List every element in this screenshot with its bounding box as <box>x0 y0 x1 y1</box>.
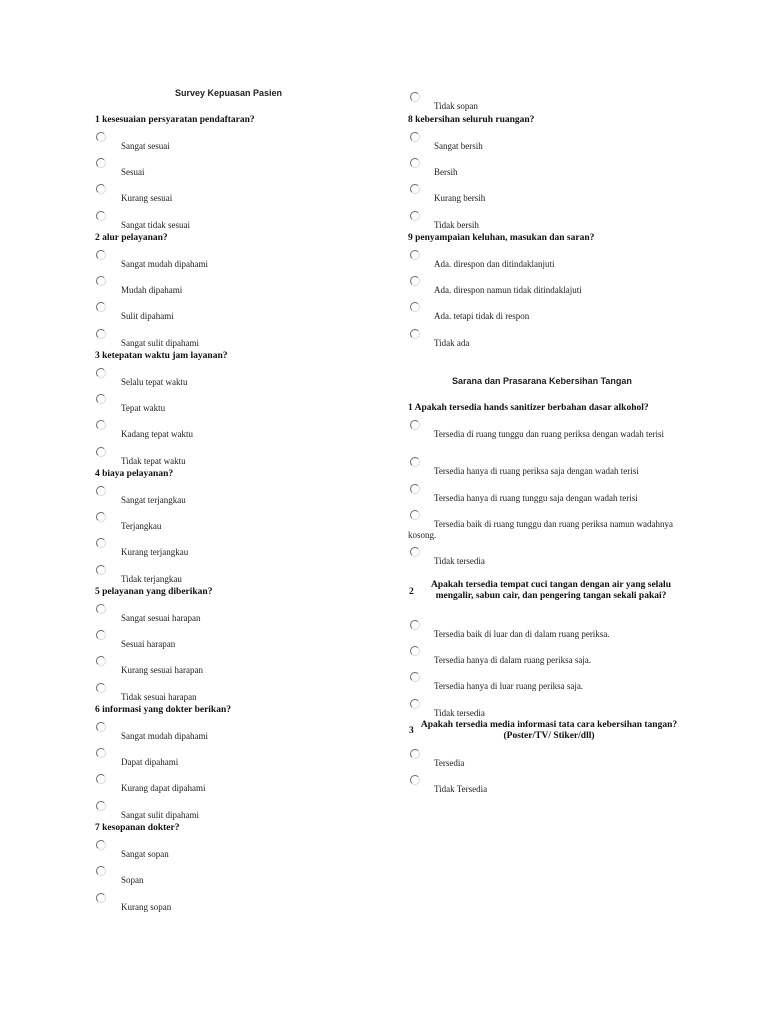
hand-question-3-number: 3 <box>409 726 414 736</box>
h1-option-1-label: Tersedia di ruang tunggu dan ruang periksa dengan wadah terisi <box>434 429 665 439</box>
q7-option-4-radio[interactable] <box>410 92 420 102</box>
q6-option-2-label: Dapat dipahami <box>121 757 179 767</box>
q6-option-4-label: Sangat sulit dipahami <box>121 810 199 820</box>
h1-option-2-label: Tersedia hanya di ruang periksa saja dengan wadah terisi <box>434 466 639 476</box>
q2-option-3-radio[interactable] <box>96 302 106 312</box>
h2-option-2-label: Tersedia hanya di dalam ruang periksa saja. <box>434 655 592 665</box>
q9-option-3-radio[interactable] <box>410 302 420 312</box>
h2-option-2-radio[interactable] <box>410 646 420 656</box>
q1-option-4-label: Sangat tidak sesuai <box>121 220 190 230</box>
h1-option-3-radio[interactable] <box>410 484 420 494</box>
q1-option-2-label: Sesuai <box>121 167 145 177</box>
question-3-label: 3 ketepatan waktu jam layanan? <box>95 351 228 361</box>
h3-option-1-label: Tersedia <box>434 758 465 768</box>
q9-option-1-label: Ada. direspon dan ditindaklanjuti <box>434 259 555 269</box>
h1-option-5-label: Tidak tersedia <box>434 556 485 566</box>
q2-option-1-radio[interactable] <box>96 250 106 260</box>
q8-option-2-radio[interactable] <box>410 158 420 168</box>
q1-option-3-radio[interactable] <box>96 184 106 194</box>
q6-option-1-label: Sangat mudah dipahami <box>121 731 208 741</box>
question-2-label: 2 alur pelayanan? <box>95 233 168 243</box>
q4-option-3-radio[interactable] <box>96 538 106 548</box>
q9-option-2-label: Ada. direspon namun tidak ditindaklajuti <box>434 285 582 295</box>
q5-option-1-label: Sangat sesuai harapan <box>121 613 201 623</box>
q7-option-1-label: Sangat sopan <box>121 849 169 859</box>
h2-option-3-label: Tersedia hanya di luar ruang periksa saja. <box>434 681 584 691</box>
q1-option-1-radio[interactable] <box>96 132 106 142</box>
q5-option-2-label: Sesuai harapan <box>121 639 176 649</box>
h2-option-1-radio[interactable] <box>410 620 420 630</box>
q9-option-2-radio[interactable] <box>410 276 420 286</box>
q1-option-4-radio[interactable] <box>96 211 106 221</box>
q5-option-4-label: Tidak sesuai harapan <box>121 692 197 702</box>
h2-option-1-label: Tersedia baik di luar dan di dalam ruang periksa. <box>434 629 610 639</box>
hand-question-2-label: Apakah tersedia tempat cuci tangan dengan air yang selalu mengalir, sabun cair, dan pengering tangan sekali pakai? <box>431 580 671 601</box>
q6-option-3-label: Kurang dapat dipahami <box>121 783 206 793</box>
q7-option-2-label: Sopan <box>121 875 144 885</box>
q5-option-3-radio[interactable] <box>96 656 106 666</box>
question-9-label: 9 penyampaian keluhan, masukan dan saran? <box>408 233 595 243</box>
q3-option-4-radio[interactable] <box>96 447 106 457</box>
hand-question-2-number: 2 <box>409 587 414 597</box>
q4-option-3-label: Kurang terjangkau <box>121 547 189 557</box>
h1-option-5-radio[interactable] <box>410 547 420 557</box>
q5-option-4-radio[interactable] <box>96 683 106 693</box>
q4-option-4-radio[interactable] <box>96 565 106 575</box>
q6-option-2-radio[interactable] <box>96 748 106 758</box>
h1-option-4-label: Tersedia baik di ruang tunggu dan ruang periksa namun wadahnya kosong. <box>408 519 674 540</box>
h3-option-1-radio[interactable] <box>410 749 420 759</box>
h2-option-4-radio[interactable] <box>410 699 420 709</box>
q1-option-1-label: Sangat sesuai <box>121 141 170 151</box>
h1-option-3-label: Tersedia hanya di ruang tunggu saja dengan wadah terisi <box>434 493 638 503</box>
q8-option-2-label: Bersih <box>434 167 458 177</box>
q8-option-1-label: Sangat bersih <box>434 141 483 151</box>
q3-option-4-label: Tidak tepat waktu <box>121 456 186 466</box>
left-title: Survey Kepuasan Pasien <box>175 88 283 98</box>
q6-option-3-radio[interactable] <box>96 774 106 784</box>
q3-option-2-radio[interactable] <box>96 394 106 404</box>
q3-option-2-label: Tepat waktu <box>121 403 166 413</box>
q9-option-3-label: Ada. tetapi tidak di respon <box>434 311 530 321</box>
question-5-label: 5 pelayanan yang diberikan? <box>95 587 213 597</box>
q6-option-1-radio[interactable] <box>96 722 106 732</box>
q4-option-4-label: Tidak terjangkau <box>121 574 182 584</box>
q5-option-1-radio[interactable] <box>96 604 106 614</box>
question-8-label: 8 kebersihan seluruh ruangan? <box>408 115 535 125</box>
q4-option-1-label: Sangat terjangkau <box>121 495 186 505</box>
q7-option-3-radio[interactable] <box>96 893 106 903</box>
q1-option-3-label: Kurang sesuai <box>121 193 173 203</box>
q5-option-3-label: Kurang sesuai harapan <box>121 665 203 675</box>
hand-question-3-label: Apakah tersedia media informasi tata cara kebersihan tangan? (Poster/TV/ Stiker/dll) <box>420 720 678 741</box>
q3-option-1-radio[interactable] <box>96 368 106 378</box>
q9-option-1-radio[interactable] <box>410 250 420 260</box>
hand-question-1-label: 1 Apakah tersedia hands sanitizer berbahan dasar alkohol? <box>408 403 649 413</box>
q2-option-1-label: Sangat mudah dipahami <box>121 259 208 269</box>
h1-option-2-radio[interactable] <box>410 457 420 467</box>
q2-option-3-label: Sulit dipahami <box>121 311 174 321</box>
q2-option-2-radio[interactable] <box>96 276 106 286</box>
q4-option-1-radio[interactable] <box>96 486 106 496</box>
h3-option-2-label: Tidak Tersedia <box>434 784 488 794</box>
question-6-label: 6 informasi yang dokter berikan? <box>95 705 232 715</box>
q1-option-2-radio[interactable] <box>96 158 106 168</box>
q4-option-2-label: Terjangkau <box>121 521 162 531</box>
q3-option-1-label: Selalu tepat waktu <box>121 377 188 387</box>
h3-option-2-radio[interactable] <box>410 775 420 785</box>
q2-option-2-label: Mudah dipahami <box>121 285 183 295</box>
q2-option-4-label: Sangat sulit dipahami <box>121 338 199 348</box>
q7-option-3-label: Kurang sopan <box>121 902 172 912</box>
q6-option-4-radio[interactable] <box>96 801 106 811</box>
q3-option-3-label: Kadang tepat waktu <box>121 429 193 439</box>
q9-option-4-label: Tidak ada <box>434 338 470 348</box>
q8-option-3-label: Kurang bersih <box>434 193 486 203</box>
q8-option-1-radio[interactable] <box>410 132 420 142</box>
right-title: Sarana dan Prasarana Kebersihan Tangan <box>452 376 632 386</box>
q2-option-4-radio[interactable] <box>96 329 106 339</box>
q4-option-2-radio[interactable] <box>96 512 106 522</box>
q7-option-4-label: Tidak sopan <box>434 101 478 111</box>
q8-option-3-radio[interactable] <box>410 184 420 194</box>
h2-option-3-radio[interactable] <box>410 672 420 682</box>
question-1-label: 1 kesesuaian persyaratan pendaftaran? <box>95 115 255 125</box>
q9-option-4-radio[interactable] <box>410 329 420 339</box>
q7-option-1-radio[interactable] <box>96 840 106 850</box>
h2-option-4-label: Tidak tersedia <box>434 708 485 718</box>
q3-option-3-radio[interactable] <box>96 420 106 430</box>
question-7-label: 7 kesopanan dokter? <box>95 823 180 833</box>
q8-option-4-radio[interactable] <box>410 211 420 221</box>
q7-option-2-radio[interactable] <box>96 866 106 876</box>
question-4-label: 4 biaya pelayanan? <box>95 469 174 479</box>
q5-option-2-radio[interactable] <box>96 630 106 640</box>
q8-option-4-label: Tidak bersih <box>434 220 479 230</box>
